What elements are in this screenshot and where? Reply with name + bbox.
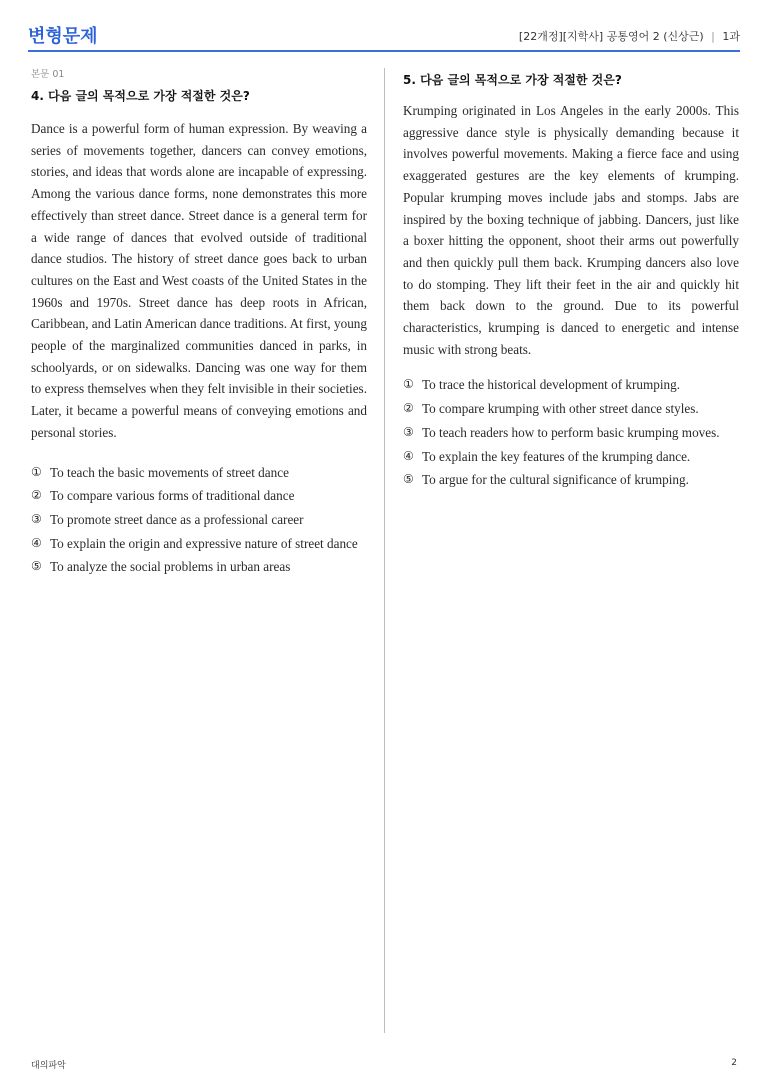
option-item[interactable] [403,469,739,491]
option-number: ③ [403,424,414,439]
header-course-info [519,28,740,44]
option-number: ⑤ [31,559,42,574]
brand-title: 변형문제 [28,26,98,47]
option-number: ④ [403,448,414,463]
option-text: To compare krumping with other street dance styles. [422,401,699,417]
option-number: ② [31,488,42,503]
question-5-passage: Krumping originated in Los Angeles in the early 2000s. This aggressive dance style is physically demanding because it involves powerful movements. Making a fierce face and using exaggerated gestures are the key elements of krumping. Popular krumping moves include jabs and stomps. Jabs are inspired by the boxing technique of jabbing. Dancers, just like a boxer hitting the opponent, shoot their arms out powerfully and then quickly pull them back. Krumping dancers also love to do stomping. They lift their feet in the air and quickly hit them back down to the ground. Due to its powerful characteristics, krumping is danced to energetic and intense music with strong beats. [403,103,739,357]
option-item[interactable] [403,398,739,420]
section-tag: 본문 01 [31,69,65,80]
lesson-label: 1과 [722,30,740,43]
option-text: To trace the historical development of krumping. [422,377,680,393]
option-number: ④ [31,535,42,550]
option-item[interactable] [403,422,739,444]
question-5-title: 5. 다음 글의 목적으로 가장 적절한 것은? [403,73,622,87]
question-4-title: 4. 다음 글의 목적으로 가장 적절한 것은? [31,89,250,103]
option-text: To explain the key features of the krumping dance. [422,448,691,464]
option-text: To teach readers how to perform basic krumping moves. [422,424,720,440]
header-separator: | [711,30,715,43]
option-number: ① [31,464,42,479]
option-item[interactable] [31,556,367,578]
option-text: To explain the origin and expressive nature of street dance [50,535,358,551]
option-item[interactable] [31,533,367,555]
footer-publisher: 대의파악 [31,1061,66,1071]
column-divider [384,68,385,1033]
option-item[interactable] [31,509,367,531]
option-number: ① [403,377,414,392]
option-text: To analyze the social problems in urban areas [50,559,291,575]
option-item[interactable] [403,374,739,396]
option-number: ③ [31,511,42,526]
question-5-column [403,68,739,493]
option-item[interactable] [31,485,367,507]
page-header [28,20,740,52]
question-4-column [31,68,367,580]
option-number: ② [403,401,414,416]
page-number: 2 [731,1058,737,1068]
option-number: ⑤ [403,472,414,487]
option-text: To teach the basic movements of street dance [50,464,289,480]
course-title: [22개정][지학사] 공통영어 2 (신상근) [518,30,704,43]
question-4-passage: Dance is a powerful form of human expression. By weaving a series of movements together, dancers can convey emotions, stories, and ideas that words alone are incapable of expressing. Among the various dance forms, none demonstrates this more effectively than street dance. Street dance is a general term for a wide range of dances that evolved outside of traditional dance studios. The history of street dance goes back to urban cultures on the East and West coasts of the United States in the 1960s and 1970s. Street dance has deep roots in African, Caribbean, and Latin American dance traditions. At first, young people of the marginalized communities danced in parks, in schoolyards, or on sidewalks. Dancing was one way for them to express themselves when they felt invisible in their societies. Later, it became a powerful means of conveying emotions and personal stories. [31,121,367,440]
option-text: To promote street dance as a professional career [50,511,304,527]
question-5-options [403,374,739,491]
option-item[interactable] [403,446,739,468]
option-item[interactable] [31,462,367,484]
option-text: To argue for the cultural significance of krumping. [422,472,689,488]
question-4-options [31,462,367,579]
option-text: To compare various forms of traditional dance [50,488,295,504]
